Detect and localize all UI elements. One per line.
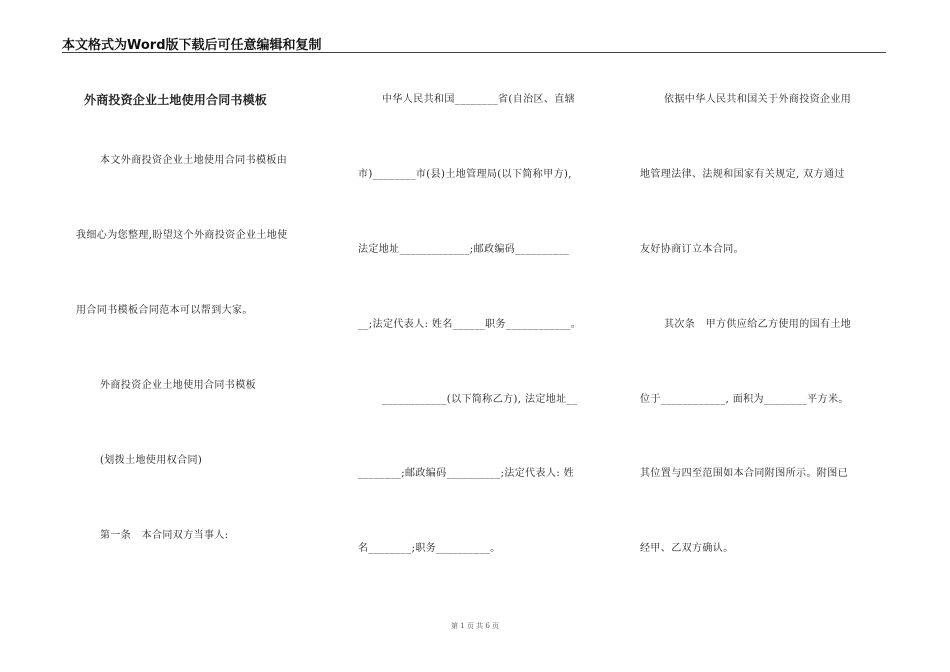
paragraph-line: (划拨土地使用权合同) — [100, 455, 203, 466]
paragraph-line: 位于____________, 面积为________平方米。 — [640, 394, 849, 405]
text-column-1 — [76, 0, 321, 672]
paragraph-line: 市)________市(县)土地管理局(以下简称甲方), — [358, 169, 572, 180]
paragraph-line: 第一条 本合同双方当事人: — [100, 530, 229, 541]
paragraph-line: 其位置与四至范围如本合同附图所示。附图已 — [640, 468, 848, 479]
paragraph-line: 经甲、乙双方确认。 — [640, 543, 734, 554]
page-number: 第 1 页 共 6 页 — [450, 622, 500, 630]
paragraph-line: 名________;职务__________。 — [358, 543, 501, 554]
paragraph-line: 依据中华人民共和国关于外商投资企业用 — [664, 94, 852, 105]
paragraph-line: ____________(以下简称乙方), 法定地址__ — [382, 394, 578, 405]
paragraph-line: 友好协商订立本合同。 — [640, 244, 744, 255]
paragraph-line: 外商投资企业土地使用合同书模板 — [100, 380, 256, 391]
paragraph-line: 法定地址_____________;邮政编码__________ — [358, 244, 570, 255]
paragraph-line: __;法定代表人: 姓名______职务____________。 — [358, 319, 582, 330]
text-column-3 — [640, 0, 885, 672]
paragraph-line: 中华人民共和国________省(自治区、直辖 — [382, 94, 576, 105]
paragraph-line: 其次条 甲方供应给乙方使用的国有土地 — [664, 319, 852, 330]
paragraph-line: ________;邮政编码__________;法定代表人: 姓 — [358, 468, 575, 479]
text-column-2 — [358, 0, 608, 672]
paragraph-line: 我细心为您整理,盼望这个外商投资企业土地使 — [76, 230, 288, 241]
paragraph-line: 地管理法律、法规和国家有关规定, 双方通过 — [640, 169, 845, 180]
document-header: 本文格式为Word版下载后可任意编辑和复制 — [62, 38, 322, 53]
document-title: 外商投资企业土地使用合同书模板 — [84, 93, 268, 107]
paragraph-line: 本文外商投资企业土地使用合同书模板由 — [100, 155, 288, 166]
paragraph-line: 用合同书模板合同范本可以帮到大家。 — [76, 305, 253, 316]
